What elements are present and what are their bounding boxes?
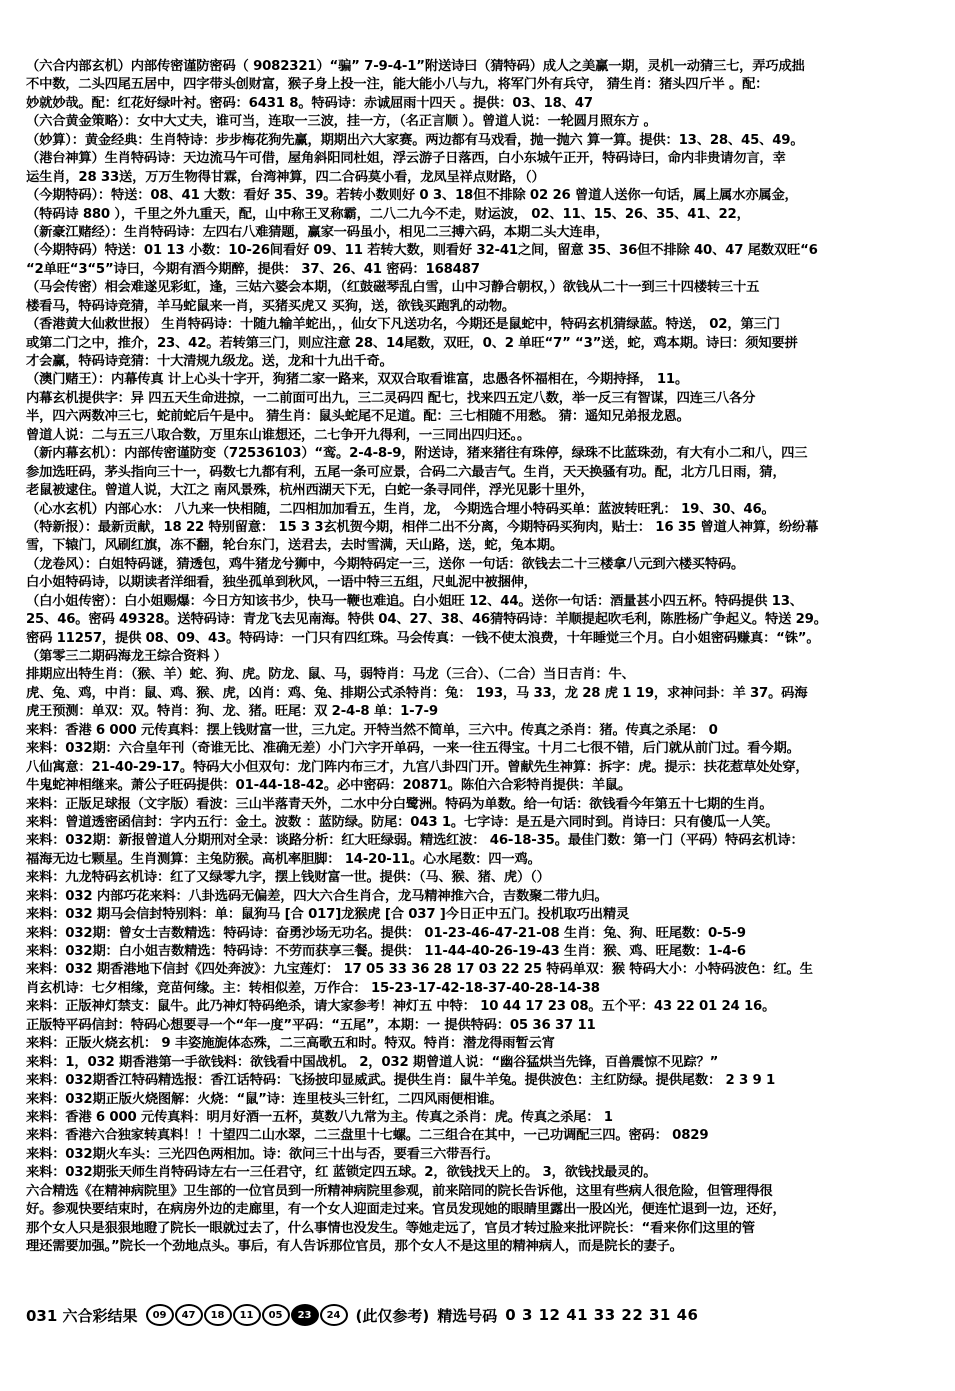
text-line: 雪，下辕门，风刷红旗，冻不翻，轮台东门，送君去，去时雪满，天山路，送，蛇，兔本期。 <box>26 538 563 554</box>
result-ball: 47 <box>175 1304 203 1326</box>
text-line: 来料：032 内部巧花来料：八卦选码无偏差，四大六合生肖合，龙马精神推六合，吉数聚二带九归。 <box>26 888 608 904</box>
text-line: （第零三二期码海龙王综合资料 ） <box>26 649 227 664</box>
text-line: （特码诗 880 ），千里之外九重天，配，山中称王叉称霸，二八二九今不走，财运波， 02、11、15、26、35、41、22， <box>26 206 750 222</box>
text-line: 来料：正版神灯禁支：鼠牛。此乃神灯特码绝杀，请大家参考！神灯五 中特： 10 44 17 23 08。五个平：43 22 01 24 16。 <box>26 999 776 1015</box>
text-line: 来料：香港 6 000 元传真料：明月好酒一五杯，莫数八九常为主。传真之杀肖：虎。传真之杀尾： 1 <box>26 1109 613 1125</box>
text-line: 来料：曾道透密函信封：字内五行：金土。波数 ：蓝防绿。防尾：043 1。七字诗：是五是六同时到。肖诗曰：只有傻瓜一人笑。 <box>26 814 779 830</box>
text-line: 来料：九龙特码玄机诗：红了又绿零九字，摆上钱财富一世。提供：（马、猴、猪、虎）（） <box>26 870 550 886</box>
text-line: 才会赢，特码诗竞猜：十大清规九级龙。送，龙和十九出千奇。 <box>26 354 393 369</box>
text-line: 虎王预测：单双：双。特肖：狗、龙、猪。旺尾：双 2-4-8 单：1-7-9 <box>26 704 438 720</box>
text-line: 那个女人只是狠狠地瞪了院长一眼就过去了，什么事情也没发生。等她走远了，官员才转过脸来批评院长：“看来你们这里的管 <box>26 1220 755 1236</box>
text-line: 福海无边七颗星。生肖测算：主兔防猴。高机率胆脚： 14-20-11。心水尾数：四一鸡。 <box>26 851 541 867</box>
text-line: 来料：032期张天师生肖特码诗左右一三任君守，红 蓝锁定四五球。2，欲钱找天上的。 3，欲钱找最灵的。 <box>26 1165 657 1181</box>
text-line: 六合精选《在精神病院里》卫生部的一位官员到一所精神病院里参观，前来陪同的院长告诉他，这里有些病人很危险，但管理得很 <box>26 1183 773 1199</box>
text-line: （港台神算）生肖特码诗：天边流马午可借，屋角斜阳同杜姐，浮云游子日落西，白小东城午正开，特码诗曰，命内非贵请勿言，幸 <box>26 151 786 167</box>
text-line: 来料：032期香江特码精选报：香江话特码：飞扬披印显威武。提供生肖：鼠牛羊兔。提供波色：主红防绿。提供尾数： 2 3 9 1 <box>26 1073 776 1089</box>
text-line: 来料：正版火烧玄机： 9 丰姿施旎体态殊，二三高歌五和时。特双。特肖：潜龙得雨暂云宵 <box>26 1036 555 1052</box>
text-line: 来料：032期正版火烧图解：火烧：“鼠”诗：连里枝头三针红，二四风雨便相谁。 <box>26 1091 503 1107</box>
text-line: （今期特码）特送：01 13 小数：10-26间看好 09、11 若转大数，则看好 32-41之间，留意 35、36但不排除 40、47 尾数双旺“6 <box>26 243 818 259</box>
result-ball: 05 <box>262 1304 290 1326</box>
text-line: （特新报）：最新贡献，18 22 特别留意： 15 3 3玄机贺今期，相伴二出不分离，今期特码买狗肉，贴士： 16 35 曾道人神算，纷纷幕 <box>26 519 819 535</box>
text-line: 妙就妙哉。配：红花好绿叶衬。密码：6431 8。特码诗：赤诚屈雨十四天 。提供：03、18、47 <box>26 95 593 111</box>
text-line: 来料：正版足球报（文字版）看波：三山半落青天外，二水中分白鹭洲。特码为单数。给一句话：欲钱看今年第五十七期的生肖。 <box>26 796 773 812</box>
reference-note: (此仅参考) <box>355 1306 430 1325</box>
result-ball: 18 <box>204 1304 232 1326</box>
text-line: （澳门赌王）：内幕传真 计上心头十字开，狗猪二家一路来，双双合取看谁富，忠愚各怀福相在，今期持择， 11。 <box>26 372 689 388</box>
text-line: 好。参观快要结束时，在病房外边的走廊里，有一个女人迎面走过来。官员发现她的眼睛里露出一股凶光，便连忙退到一边，还好， <box>26 1202 786 1218</box>
result-ball: 24 <box>320 1304 348 1326</box>
text-line: 或第二门之中，推介，23、42。若转第三门，则应注意 28、14尾数，双旺，0、2 单旺“7” “3”送，蛇，鸡本期。诗曰：须知要拼 <box>26 335 798 351</box>
result-label: 031 六合彩结果 <box>26 1306 138 1325</box>
result-balls <box>146 1304 348 1326</box>
pick-numbers: 0 3 12 41 33 22 31 46 <box>505 1306 699 1324</box>
text-line: （六合内部玄机）内部传密谨防密码（ 9082321）“骗” 7-9-4-1”附送诗曰（猜特码）成人之美赢一期，灵机一动猜三七，弄巧成拙 <box>26 59 805 74</box>
text-line: （马会传密）相会难遂见彩虹，逢，三姑六婆会本期，（红鼓磁琴乱白雪，山中习静合朝权，）欲钱从二十一到三十四楼转三十五 <box>26 280 760 296</box>
text-line: 白小姐特码诗，以期读者洋细看，独坐孤单到秋风，一语中特三五组，尺虬泥中被捆伸， <box>26 575 537 591</box>
text-line: 楼看马，特码诗竞猜，羊马蛇鼠来一肖，买猪买虎又 买狗，送，欲钱买跑乳的动物。 <box>26 298 516 314</box>
text-line: 来料：032 期马会信封特别料：单：鼠狗马 [合 017]龙猴虎 [合 037 ]今日正中五门。投机取巧出精灵 <box>26 907 630 923</box>
text-line: （六合黄金策略）：女中大丈夫，谁可当，连取一三波，挂一方，（名正言顺 ）。曾道人说：一轮圆月照东方 。 <box>26 114 657 130</box>
pick-label: 精选号码 <box>437 1306 498 1325</box>
text-line: （妙算）：黄金经典：生肖特诗：步步梅花狗先赢，期期出六大家赛。两边都有马戏看，抛一抛六 算一算。提供：13、28、45、49。 <box>26 132 804 148</box>
lottery-result-bar <box>26 1300 931 1330</box>
text-line: （白小姐传密）：白小姐赐爆：今日方知该书少，快马一鞭也难追。白小姐旺 12、44。送你一句话：酒量甚小四五杯。特码提供 13、 <box>26 593 803 609</box>
text-line: 运生肖，28 33送，万万生物得甘霖，台湾神算，四二合码莫小看，龙凤呈祥点财路，（） <box>26 169 545 185</box>
text-line: 内幕玄机提供字：异 四五天生命进掠，一二前面可出九，三二灵码四 配七，找来四五定八数，举一反三有智谋，四连三八各分 <box>26 390 756 406</box>
text-line: （新内幕玄机）：内部传密谨防变（72536103）“鸾。2-4-8-9，附送诗，猪来猪往有珠停，绿珠不比蓝珠劲，有大有小二和八，四三 <box>26 446 808 462</box>
text-line: 来料：香港六合独家转真料！！十望四二山水翠，二三盘里十七螺。二三组合在其中，一己功调配三四。密码： 0829 <box>26 1128 709 1144</box>
text-line: 来料：032期：六合皇年刊（奇谁无比、准确无差）小门六字开单码，一来一往五得宝。十月二七很不错，后门就从前门过。看今期。 <box>26 741 800 757</box>
text-line: 来料：032期：白小姐吉数精选：特码诗：不劳而获享三餐。提供： 11-44-40-26-19-43 生肖：猴、鸡、旺尾数：1-4-6 <box>26 944 746 959</box>
text-line: 虎、兔、鸡，中肖：鼠、鸡、猴、虎，凶肖：鸡、兔、排期公式杀特肖：兔： 193，马 33，龙 28 虎 1 19，求神问卦：羊 37。码海 <box>26 685 808 701</box>
text-line: （龙卷风）：白姐特码谜，猜透包，鸡牛猪龙兮狮中，今期特码定一三，送你 一句话：欲钱去二十三楼拿八元到六楼买特码。 <box>26 556 745 572</box>
text-line: 参加选旺码，茅头指向三十一，码数七九都有利，五尾一条可应景，合码二六最吉气。生肖，天天换骚有功。配，北方几日雨，猜， <box>26 464 786 480</box>
text-line: （心水玄机）内部心水： 八九来一快相随，二四相加加看五，生肖，龙， 今期选合埋小特码买单：蓝波转旺乳： 19、30、46。 <box>26 501 775 517</box>
result-ball: 09 <box>146 1304 174 1326</box>
text-line: 不中数，二头四尾五居中，四字带头创财富，猴子身上投一注，能大能小八与九，将军门外有兵守， 猜生肖：猪头四斤半 。配： <box>26 77 769 93</box>
text-line: 来料：香港 6 000 元传真料：摆上钱财富一世，三九定。开特当然不简单，三六中。传真之杀肖：猪。传真之杀尾： 0 <box>26 722 718 738</box>
text-line: 曾道人说：二与五三八取合数，万里东山谁想还，二七争开九得利，一三同出四归还。。 <box>26 427 531 443</box>
text-line: 来料：1，032 期香港第一手欲钱料：欲钱看中国战机。 2，032 期曾道人说：“幽谷猛烘当先锋，百兽震惊不见踪？” <box>26 1054 719 1070</box>
result-ball: 23 <box>291 1304 319 1326</box>
text-line: （今期特码）：特送：08、41 大数：看好 35、39。若转小数则好 0 3、18但不排除 02 26 曾道人送你一句话，属上属水亦属金， <box>26 188 798 204</box>
text-line: “2单旺“3“5”诗曰，今期有酒今期醉，提供： 37、26、41 密码：168487 <box>26 261 480 277</box>
text-line: （香港黄大仙救世报） 生肖特码诗：十随九输羊蛇出，，仙女下凡送功名，今期还是鼠蛇中，特码玄机猜绿蓝。特送， 02，第三门 <box>26 317 780 333</box>
text-line: 老鼠被逮住。曾道人说，大江之 南风景殊，杭州西湖天下无，白蛇一条寻同伴，浮光见影十里外， <box>26 483 594 499</box>
text-line: 来料：032 期香港地下信封《四处奔波》：九宝莲灯： 17 05 33 36 28 17 03 22 25 特码单双：猴 特码大小：小特码波色：红。生 <box>26 962 813 978</box>
text-line: 密码 11257，提供 08、09、43。特码诗：一门只有四红珠。马会传真：一钱不使太浪费，十年睡觉三个月。白小姐密码赚真：“铢”。 <box>26 630 820 646</box>
text-line: 理还需要加强。”院长一个劲地点头。事后，有人告诉那位官员，那个女人不是这里的精神病人，而是院长的妻子。 <box>26 1239 683 1254</box>
result-ball: 11 <box>233 1304 261 1326</box>
text-line: （新豪江赌经）：生肖特码诗：左四右八难猜题，赢家一码虽小，相见二三搏六码，本期二头大连串， <box>26 224 609 240</box>
text-line: 牛鬼蛇神相继来。萧公子旺码提供：01-44-18-42。必中密码：20871。陈伯六合彩特肖提供：羊鼠。 <box>26 778 632 794</box>
text-line: 正版特平码信封：特码心想要寻一个“年一度”平码：“五尾”，本期：一 提供特码：05 36 37 11 <box>26 1017 596 1033</box>
text-line: 来料：032期火车头：三光四色两相加。诗：欲问三十出与否，要看三六带吾行。 <box>26 1146 499 1162</box>
text-line: 八仙寓意：21-40-29-17。特码大小但双句：龙门阵内布三才，九宫八卦四门开。曾献先生神算：拆字：虎。提示：扶花惹草处处穿， <box>26 759 809 775</box>
text-line: 来料：032期：曾女士吉数精选：特码诗：奋勇沙场无功名。提供： 01-23-46-47-21-08 生肖：兔、狗、旺尾数：0-5-9 <box>26 925 746 941</box>
article-text-column <box>26 58 931 1256</box>
text-line: 25、46。密码 49328。送特码诗：青龙飞去见南海。特供 04、27、38、46猜特码诗：羊顺提起吹毛利，陈胜杨广争起义。特送 29。 <box>26 612 827 628</box>
text-line: 排期应出特生肖：（猴、羊）蛇、狗、虎。防龙、鼠、马，弱特肖：马龙（三合）、（二合）当日吉肖：牛、 <box>26 667 635 683</box>
text-line: 肖玄机诗：七夕相缘，竞苗何缘。主：转相似差，万作合： 15-23-17-42-18-37-40-28-14-38 <box>26 980 600 996</box>
text-line: 来料：032期：新报曾道人分期刑对全录：谈路分析：红大旺绿弱。精选红波： 46-18-35。最佳门数：第一门（平码）特码玄机诗： <box>26 833 804 849</box>
text-line: 半，四六两数冲三七，蛇前蛇后午是中。 猜生肖：鼠头蛇尾不足道。配：三七相随不用愁。 猜：遥知兄弟报龙恩。 <box>26 409 690 425</box>
